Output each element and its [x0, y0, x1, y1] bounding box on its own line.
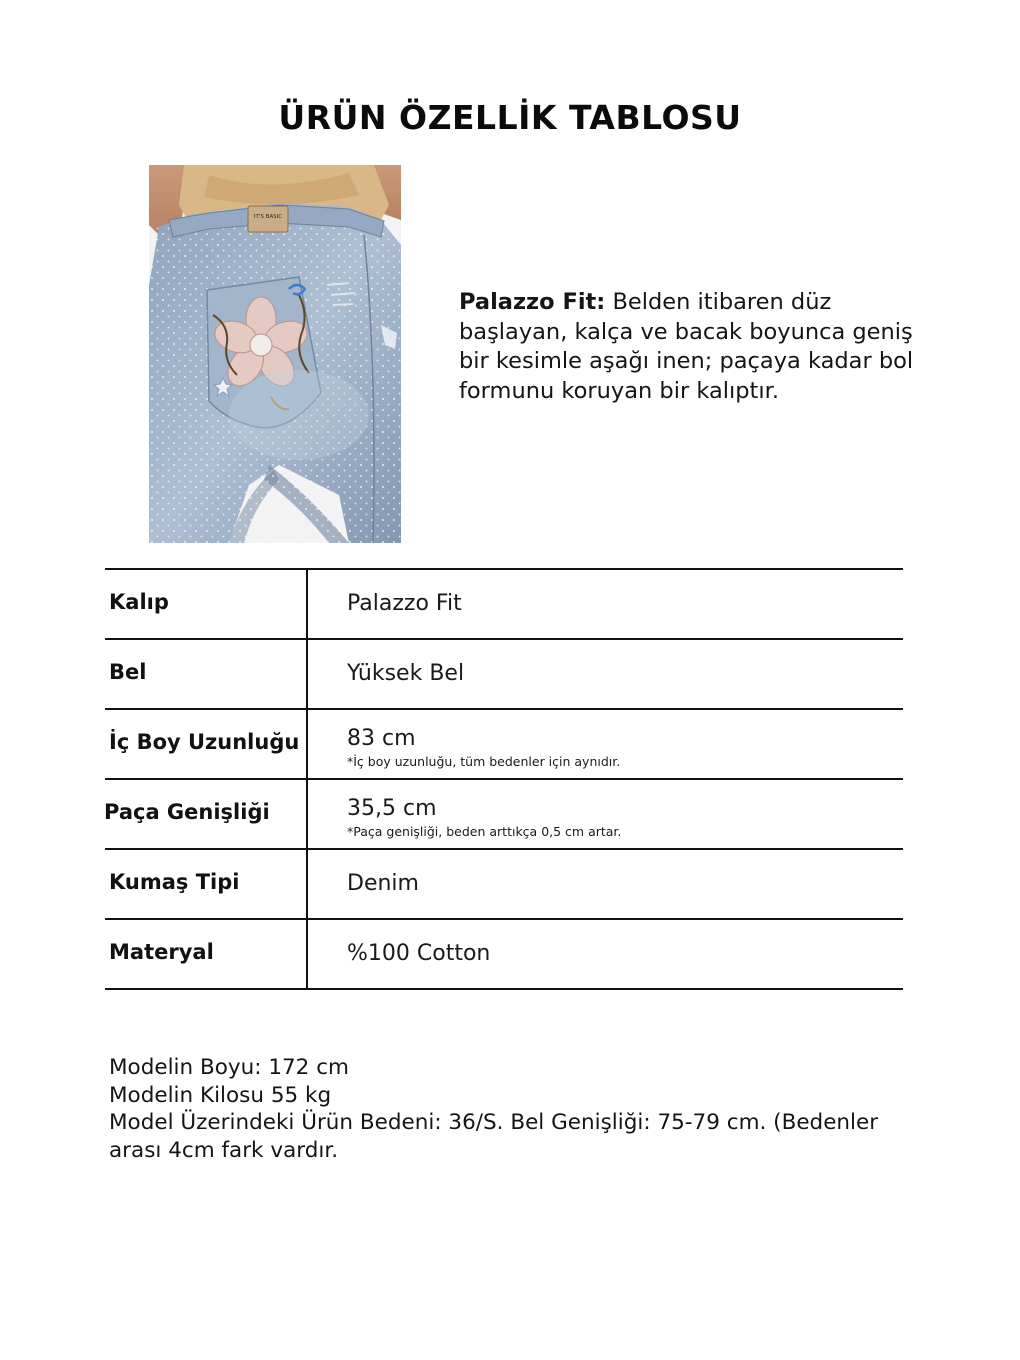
spec-label: Bel: [109, 660, 147, 684]
spec-value: Palazzo Fit: [347, 591, 462, 616]
column-divider: [306, 640, 308, 708]
spec-row-materyal: [105, 920, 903, 990]
model-info-line: arası 4cm fark vardır.: [109, 1137, 339, 1163]
spec-label: Kalıp: [109, 590, 169, 614]
product-photo: [149, 165, 401, 543]
column-divider: [306, 920, 308, 988]
spec-row-bel: [105, 640, 903, 710]
spec-value: 83 cm: [347, 726, 416, 751]
column-divider: [306, 710, 308, 778]
fit-description: [459, 288, 929, 406]
column-divider: [306, 570, 308, 638]
spec-value: %100 Cotton: [347, 941, 491, 966]
spec-value: 35,5 cm: [347, 796, 437, 821]
spec-label: İç Boy Uzunluğu: [109, 730, 300, 754]
spec-table: [105, 568, 903, 990]
model-info: [109, 1054, 899, 1164]
spec-note: *Paça genişliği, beden arttıkça 0,5 cm artar.: [347, 824, 622, 839]
column-divider: [306, 780, 308, 848]
model-info-line: Model Üzerindeki Ürün Bedeni: 36/S. Bel Genişliği: 75-79 cm. (Bedenler: [109, 1110, 879, 1135]
svg-text:IT'S BASIC: IT'S BASIC: [253, 214, 283, 220]
column-divider: [306, 850, 308, 918]
page-title: ÜRÜN ÖZELLİK TABLOSU: [278, 98, 742, 137]
spec-row-paca: [105, 780, 903, 850]
model-info-line: Modelin Kilosu 55 kg: [109, 1082, 332, 1108]
spec-label: Kumaş Tipi: [109, 870, 240, 894]
fit-description-label: Palazzo Fit:: [459, 289, 606, 315]
model-info-line: Modelin Boyu: 172 cm: [109, 1055, 349, 1080]
spec-value: Yüksek Bel: [347, 661, 465, 686]
spec-label: Materyal: [109, 940, 214, 964]
fit-description-text: Belden itibaren düz başlayan, kalça ve bacak boyunca geniş bir kesimle aşağı inen; paçaya kadar bol formunu koruyan bir kalıptır.: [459, 289, 914, 404]
spec-row-kumas: [105, 850, 903, 920]
spec-label: Paça Genişliği: [104, 800, 270, 824]
spec-note: *İç boy uzunluğu, tüm bedenler için aynıdır.: [347, 754, 621, 769]
spec-row-ic-boy: [105, 710, 903, 780]
spec-row-kalip: [105, 570, 903, 640]
spec-value: Denim: [347, 871, 419, 896]
